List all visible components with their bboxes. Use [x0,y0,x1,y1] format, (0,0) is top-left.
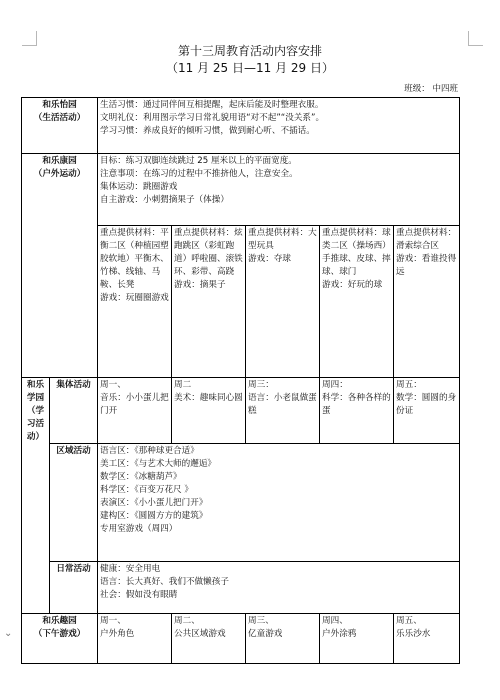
group-day-mon [98,378,172,444]
area-line: 美工区：《与艺术大师的邂逅》 [100,459,217,469]
learn-area-label: 区域活动 [50,444,98,562]
section-life-sub: （生活活动） [33,113,86,123]
learn-daily-label: 日常活动 [50,562,98,614]
life-content [98,98,460,154]
afternoon-day-text: 周四、 户外涂鸦 [322,616,357,639]
area-line: 数学区：《冰糖葫芦》 [100,472,182,482]
outdoor-line: 目标：练习双脚连续跳过 25 厘米以上的平面宽度。 [100,156,297,166]
row-learn-daily [22,562,460,614]
row-learn-area [22,444,460,562]
afternoon-day-wed [246,614,320,664]
area-line: 语言区：《那种球更合适》 [100,446,199,456]
life-line: 生活习惯：通过同伴间互相提醒，起床后能及时整理衣服。 [100,100,324,110]
group-day-text: 周二 美术：趣味同心圆 [174,380,243,403]
outdoor-day-mon [98,226,172,378]
afternoon-day-text: 周一、 户外角色 [100,616,135,639]
outdoor-info [98,154,460,226]
document-subtitle: （11 月 25 日—11 月 29 日） [166,61,334,75]
row-life [22,98,460,154]
outdoor-day-wed [246,226,320,378]
section-outdoor-name: 和乐康园 [42,156,77,166]
group-day-fri [394,378,460,444]
document-title: 第十三周教育活动内容安排 [177,44,322,58]
afternoon-day-text: 周三、 亿童游戏 [248,616,283,639]
section-learn-label: 和乐学园（学习活动） [22,378,50,614]
area-content [98,444,460,562]
daily-line: 社会：假如没有眼睛 [100,590,178,600]
class-label: 班级： 中四班 [404,84,458,94]
outdoor-day-fri [394,226,460,378]
group-day-text: 周一、 音乐：小小蛋儿把门开 [100,380,169,416]
group-day-text: 周三： 语言：小老鼠做蛋糕 [248,380,317,416]
section-afternoon-name: 和乐趣园 [42,616,77,626]
group-day-text: 周五： 数学：圆圆的身份证 [396,380,457,416]
row-learn-group [22,378,460,444]
schedule-table [21,97,460,664]
afternoon-day-text: 周二、 公共区域游戏 [174,616,226,639]
area-line: 建构区：《圆圆方方的建筑》 [100,511,208,521]
area-line: 表演区：《小小蛋儿把门开》 [100,498,208,508]
life-line: 文明礼仪：利用图示学习日常礼貌用语“对不起”“没关系”。 [100,113,325,123]
outdoor-day-text: 重点提供材料：球类二区（操场西）手推球、皮球、摔球、球门 游戏：好玩的球 [322,228,391,290]
row-afternoon [22,614,460,664]
afternoon-day-fri [394,614,460,664]
outdoor-day-text: 重点提供材料：滑索综合区 游戏：看谁投得远 [396,228,457,277]
afternoon-day-mon [98,614,172,664]
life-line: 学习习惯：养成良好的倾听习惯，做到耐心听、不插话。 [100,126,315,136]
group-day-text: 周四： 科学：各种各样的蛋 [322,380,391,416]
section-outdoor-label [22,154,98,378]
outdoor-day-text: 重点提供材料：平衡二区（种植园塑胶软地）平衡木、竹梯、线轴、马鞍、长凳 游戏：玩圈圈游戏 [100,228,169,303]
section-life-name: 和乐怡园 [42,100,77,110]
group-day-wed [246,378,320,444]
outdoor-line: 集体运动：跳圈游戏 [100,182,178,192]
daily-content [98,562,460,614]
section-life-label [22,98,98,154]
section-afternoon-sub: （下午游戏） [33,629,86,639]
row-outdoor-info [22,154,460,226]
daily-line: 语言：长大真好、我们不做懒孩子 [100,577,229,587]
area-line: 专用室游戏（周四） [100,524,178,534]
afternoon-day-tue [172,614,246,664]
section-outdoor-sub: （户外运动） [33,169,86,179]
outdoor-day-tue [172,226,246,378]
area-line: 科学区：《百变万花尺 》 [100,485,193,495]
outdoor-line: 注意事项：在练习的过程中不推挤他人，注意安全。 [100,169,298,179]
group-day-tue [172,378,246,444]
learn-group-label: 集体活动 [50,378,98,444]
afternoon-day-text: 周五、 乐乐沙水 [396,616,431,639]
outdoor-line: 自主游戏：小刺猬摘果子（体操） [100,195,229,205]
outdoor-day-thu [320,226,394,378]
group-day-thu [320,378,394,444]
daily-line: 健康：安全用电 [100,564,161,574]
section-afternoon-label [22,614,98,664]
chevron-down-icon[interactable]: ⌄ [4,628,13,639]
outdoor-day-text: 重点提供材料：大型玩具 游戏：夺球 [248,228,317,264]
outdoor-day-text: 重点提供材料：炫跑跳区（彩虹跑道）呼啦圈、滚铁环、彩带、高跷 游戏：摘果子 [174,228,243,290]
afternoon-day-thu [320,614,394,664]
